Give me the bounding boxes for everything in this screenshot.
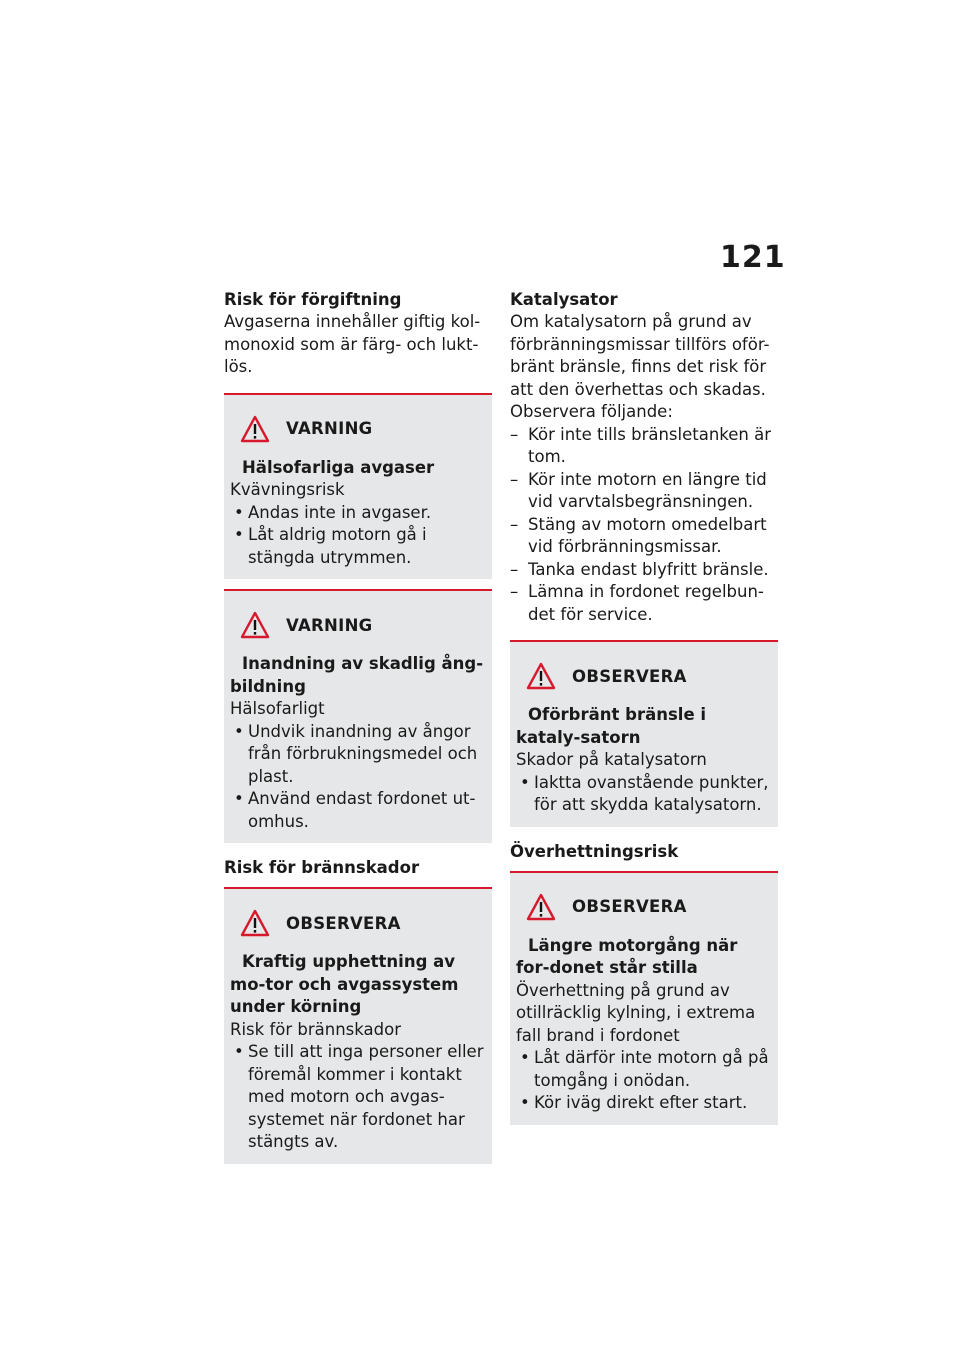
notice-title: Oförbränt bränsle i kataly-satorn <box>516 705 707 747</box>
warning-bullet-list <box>230 502 486 570</box>
notice-bullet-list <box>516 772 772 817</box>
list-item: • Låt aldrig motorn gå i stängda utrymmen. <box>230 524 486 569</box>
heading-poisoning: Risk för förgiftning <box>224 290 402 309</box>
notice-box-burns <box>224 887 492 1164</box>
warning-label: VARNING <box>286 419 373 438</box>
warning-header <box>230 603 486 647</box>
notice-box-overheating <box>510 871 778 1125</box>
warning-header <box>230 407 486 451</box>
list-item: • Kör iväg direkt efter start. <box>516 1092 772 1115</box>
warning-triangle-icon <box>240 611 270 639</box>
notice-subtitle: Skador på katalysatorn <box>516 750 707 769</box>
warning-triangle-icon <box>240 415 270 443</box>
warning-label: VARNING <box>286 615 373 635</box>
warning-triangle-icon <box>240 909 270 937</box>
right-column <box>510 289 778 1125</box>
notice-label: OBSERVERA <box>572 897 687 916</box>
list-item: – Tanka endast blyfritt bränsle. <box>510 559 778 582</box>
list-item: • Se till att inga personer eller föremål kommer i kontakt med motorn och avgas-systemet när fordonet har stängts av. <box>230 1041 486 1154</box>
notice-bullet-list <box>516 1047 772 1115</box>
notice-box-catalyst <box>510 640 778 827</box>
notice-label: OBSERVERA <box>286 913 401 933</box>
list-item: • Andas inte in avgaser. <box>230 502 486 525</box>
warning-subtitle: Hälsofarligt <box>230 699 325 718</box>
page-number: 121 <box>720 240 786 275</box>
warning-box-vapour <box>224 589 492 843</box>
notice-subtitle: Risk för brännskador <box>230 1019 401 1039</box>
warning-triangle-icon <box>526 893 556 921</box>
notice-header <box>516 654 772 698</box>
paragraph-poisoning: Avgaserna innehåller giftig kol-monoxid som är färg- och lukt-lös. <box>224 312 481 376</box>
heading-overheating: Överhettningsrisk <box>510 841 679 861</box>
warning-triangle-icon <box>526 662 556 690</box>
list-item: • Iaktta ovanstående punkter, för att skydda katalysatorn. <box>516 772 772 817</box>
warning-subtitle: Kvävningsrisk <box>230 480 345 499</box>
notice-bullet-list <box>230 1041 486 1154</box>
warning-title: Inandning av skadlig ång-bildning <box>230 654 484 696</box>
paragraph-catalyst: Om katalysatorn på grund av förbränningsmissar tillförs oför-bränt bränsle, finns det risk för att den överhettas och skadas. Observera följande: <box>510 312 770 421</box>
notice-label: OBSERVERA <box>572 666 687 686</box>
list-item: – Stäng av motorn omedelbart vid förbränningsmissar. <box>510 514 778 559</box>
warning-bullet-list <box>230 721 486 834</box>
left-column <box>224 289 492 1164</box>
warning-title: Hälsofarliga avgaser <box>242 457 435 477</box>
list-item: – Kör inte motorn en längre tid vid varvtalsbegränsningen. <box>510 469 778 514</box>
notice-header <box>516 885 772 929</box>
warning-box-exhaust <box>224 393 492 580</box>
list-item: • Undvik inandning av ångor från förbrukningsmedel och plast. <box>230 721 486 789</box>
list-item: • Använd endast fordonet ut-omhus. <box>230 788 486 833</box>
heading-burns: Risk för brännskador <box>224 858 420 877</box>
notice-subtitle: Överhettning på grund av otillräcklig kylning, i extrema fall brand i fordonet <box>516 980 756 1045</box>
notice-title: Längre motorgång när for-donet står stilla <box>516 935 738 977</box>
notice-title: Kraftig upphettning av mo-tor och avgassystem under körning <box>230 952 459 1016</box>
list-item: – Kör inte tills bränsletanken är tom. <box>510 424 778 469</box>
catalyst-dash-list <box>510 424 778 627</box>
notice-header <box>230 901 486 945</box>
list-item: • Låt därför inte motorn gå på tomgång i onödan. <box>516 1047 772 1092</box>
list-item: – Lämna in fordonet regelbun-det för service. <box>510 581 778 626</box>
heading-catalyst: Katalysator <box>510 290 618 309</box>
